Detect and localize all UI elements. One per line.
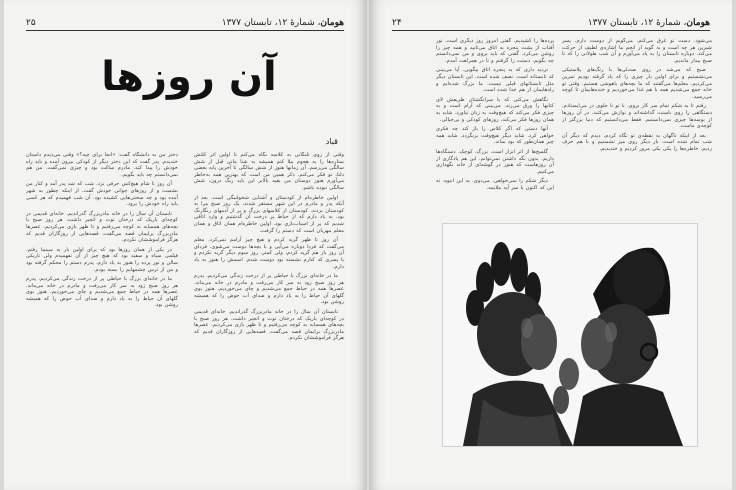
magazine-masthead: هومان، شمارهٔ ۱۲، تابستان ۱۳۷۷	[221, 18, 344, 28]
paragraph: تردید داری که به پنجره اتاق بیگویی. آیا می‌بینی که تابستانه است. نصف شده است. این تابستان دیگر مثل تابستانهای قبلی نیست. ما بزرگ شده‌ایم و راه‌هایمان از هم جدا شده است.	[436, 67, 554, 94]
paragraph: رفتم تا به شکم تمام سر کار بروی. با تو نا جلوی در می‌ایستادم. دستگاهی را روی باسنت گذاشته‌اند و نوازش می‌کنند. در آن روزها از بوسه‌ها چیزی نمی‌دانستیم. فقط می‌دانستیم که دنیا بزرگتر از کوچه‌ی ماست.	[562, 103, 712, 130]
page-number: ۲۵	[26, 18, 36, 28]
photo-illustration	[443, 224, 697, 446]
paragraph: تابستان آن سال را در خانه مادربزرگ گذراندیم. خانه‌ای قدیمی در کوچه‌ای باریک که درختان توت و انجیر داشت. هر روز صبح با بچه‌های همسایه به کوچه می‌رفتیم و تا ظهر بازی می‌کردیم. عصرها مادربزرگ برایمان قصه می‌گفت، قصه‌هایی از روزگاران قدیم که هرگز فراموششان نکردم.	[26, 210, 178, 244]
paragraph: بعد از اینکه ناگهان به نقطه‌ی تو نگاه کردم، دیدم که دیگر آن شب تمام شده است. بار دیگر روی میز نشستیم و با هم حرف زدیم. خاطره‌ها را یکی یکی مرور کردیم و خندیدیم.	[562, 132, 712, 152]
left-page	[4, 0, 366, 490]
paragraph: گلمیخ‌ها از اثر ابزار است. بزرگ، کوچک. دستگاه‌ها داریم. بدون نگه داشتن نمی‌توانم. این هم یادگاری از آن روزهاست که هنوز در گوشه‌ای از خانه نگهداری می‌کنیم.	[436, 148, 554, 175]
right-page-column-1	[562, 38, 712, 218]
left-running-head	[26, 14, 344, 28]
paragraph: آن روز تا ظهر گریه کردم و هیچ چیز آرامم نمی‌کرد. معلم می‌گفت که فردا دوباره می‌آیی و با بچه‌ها دوست می‌شوی. فردای آن روز باز هم گریه کردم، ولی کمتر. روز سوم دیگر گریه نکردم و با پسری که کنارم نشسته بود دوست شدم. اسمش را هنوز به یاد دارم.	[194, 237, 344, 270]
magazine-name: هومان	[320, 18, 344, 28]
paragraph: نگاهش می‌کنی که با سرانگشتان ظریفش لای کتابها را ورق می‌زند. می‌بینی که آرام است و به چیزی فکر می‌کند که هیچ‌وقت به زبان نیاورد. شاید به همان روزها فکر می‌کند، روزهای کودکی و بی‌خیالی.	[436, 96, 554, 123]
left-page-column-2	[26, 152, 178, 472]
issue-label: شمارهٔ ۱۲، تابستان ۱۳۷۷	[221, 18, 315, 28]
paragraph: دیگر شکم را نمی‌خواهی. می‌دوی. به این انبوه. نه این که اکنون با سر آید ملایمه.	[436, 178, 554, 191]
paragraph: پرده‌ها را کشیدیم. گفتی امروز روز دیگری است. نور آفتاب از پشت پنجره به اتاق می‌تابید و همه چیز را روشن می‌کرد. گفتی که باید بروی و من نمی‌دانستم چه بگویم. دستت را گرفتم و تا در همراهت آمدم.	[436, 38, 554, 64]
paragraph: می‌شود. دست تو غرق می‌کنم. می‌گویم از دوست دارم. پسر شیرین هر چه است و نه گوید از انجم ما اشاره‌ی لطیف از حرکت می‌کند. دوباره تابستان را به یاد می‌آورم و آن شب طولانی را که تا صبح بیدار ماندیم.	[562, 38, 712, 64]
paragraph: تابستان آن سال را در خانه مادربزرگ گذراندیم. خانه‌ای قدیمی در کوچه‌ای باریک که درختان توت و انجیر داشت. هر روز صبح با بچه‌های همسایه به کوچه می‌رفتیم و تا ظهر بازی می‌کردیم. عصرها مادربزرگ برایمان قصه می‌گفت، قصه‌هایی از روزگاران قدیم که هرگز فراموششان نکردم.	[194, 309, 344, 342]
magazine-masthead: هومان، شمارهٔ ۱۲، تابستان ۱۳۷۷	[587, 18, 710, 28]
header-rule	[26, 30, 344, 31]
article-photo	[442, 223, 698, 447]
right-running-head	[392, 14, 710, 28]
header-rule	[392, 30, 710, 31]
issue-label: شمارهٔ ۱۲، تابستان ۱۳۷۷	[587, 18, 681, 28]
paragraph: صبح که می‌شد در روی صندلی‌ها با رنگ‌های پلاستیکی می‌نشستیم و برای اولین بار چیزی را که یاد گرفته بودیم تمرین می‌کردیم. معلم‌ها می‌گفتند که ما بچه‌های باهوشی هستیم. وقتی تو خانه جمع می‌شدیم همه با هم غذا می‌خوردیم و خنده‌هایمان تا کوچه می‌رسید.	[562, 67, 712, 100]
page-number: ۲۴	[392, 18, 402, 28]
paragraph: آن روز تا شام هیچ‌کس حرفی نزد. شب که شد پدر آمد و کنار من نشست و از روزهای جوانی خودش گفت. از اینکه چطور به شهر آمده بود و چه سختی‌هایی کشیده بود. آن شب فهمیدم که هر کسی باید راه خودش را برود.	[26, 181, 178, 208]
right-page-column-2	[436, 38, 554, 218]
paragraph: آنها دستی که اگر کلاس را باز کند چه فکری خواهی کرد. شاید دیگر هیچ‌وقت برنگردد. شاید همه چیز همان‌طور که بود بماند.	[436, 126, 554, 146]
paragraph: اولین خاطره‌ام از کودستان و آشنایی شخولنبگی است. بعد از آنکه پدر و مادرم در این شهر مستقر شدند، یک روز صبح مرا به کودستان بردند. کودستان از کلاسهای بزرگ و پر از آدمهای رنگارنگ بود. به یاد دارم که از حیاط پر درخت آن گذشتیم و وارد اتاقی شدیم که پر از اسباب‌بازی بود. اولین خاطره‌ام همان اتاق و همان معلم مهربان است که دستم را گرفت.	[194, 194, 344, 234]
paragraph: دختر من به دانشگاه گفت: «آنجا برای چیه؟» وقتی می‌دیدم داستان خندیدم. پدر گفت که این دختر دیگر از کودکی بیرون آمده و باید راه خودش را پیدا کند. مادرم ساکت بود و چیزی نمی‌گفت. من هم نمی‌دانستم چه باید بگویم.	[26, 152, 178, 178]
magazine-name: هومان	[686, 18, 710, 28]
paragraph: وقتی از روی تلنگانی به کلاسه نگاه می‌کنم تا اولین اثر کلتش ستاره‌ها را به هجوم بیلا کنم همیشه به شنا مانی قبل از شش سالگی می‌رسم. آن زمانها هنوز از شش سالگی تا آخرین پایه بعضی دلتا، تو فکر می‌کنم. ذکر همین من است که بهترین همه به‌خاطر می‌آورم هنوز دوستان من بقیه بالابر این باید رنگ درون، شش سالگی نبوده باشم.	[194, 152, 344, 191]
paragraph: در یکی از همان روزها بود که برای اولین بار به سینما رفتم. فیلمی سیاه و سفید بود که هیچ چیز از آن نفهمیدم ولی تاریکی سالن و نور پرده را هنوز به یاد دارم. پدرم دستم را محکم گرفته بود و من از ترس چشمهایم را بسته بودم.	[26, 246, 178, 273]
paragraph: ما در خانه‌ای بزرگ با حیاطی پر از درخت زندگی می‌کردیم. پدرم هر روز صبح زود به سر کار می‌رفت و مادرم در خانه می‌ماند. عصرها همه در حیاط جمع می‌شدیم و چای می‌خوردیم. هنوز بوی گلهای آن حیاط را به یاد دارم و صدای آب حوض را که همیشه روشن بود.	[26, 276, 178, 309]
article-byline: قباد	[325, 137, 338, 146]
paragraph: ما در خانه‌ای بزرگ با حیاطی پر از درخت زندگی می‌کردیم. پدرم هر روز صبح زود به سر کار می‌رفت و مادرم در خانه می‌ماند. عصرها همه در حیاط جمع می‌شدیم و چای می‌خوردیم. هنوز بوی گلهای آن حیاط را به یاد دارم و صدای آب حوض را که همیشه روشن بود.	[194, 273, 344, 306]
left-page-column-1	[194, 152, 344, 472]
article-title: آن روزها	[101, 54, 277, 100]
